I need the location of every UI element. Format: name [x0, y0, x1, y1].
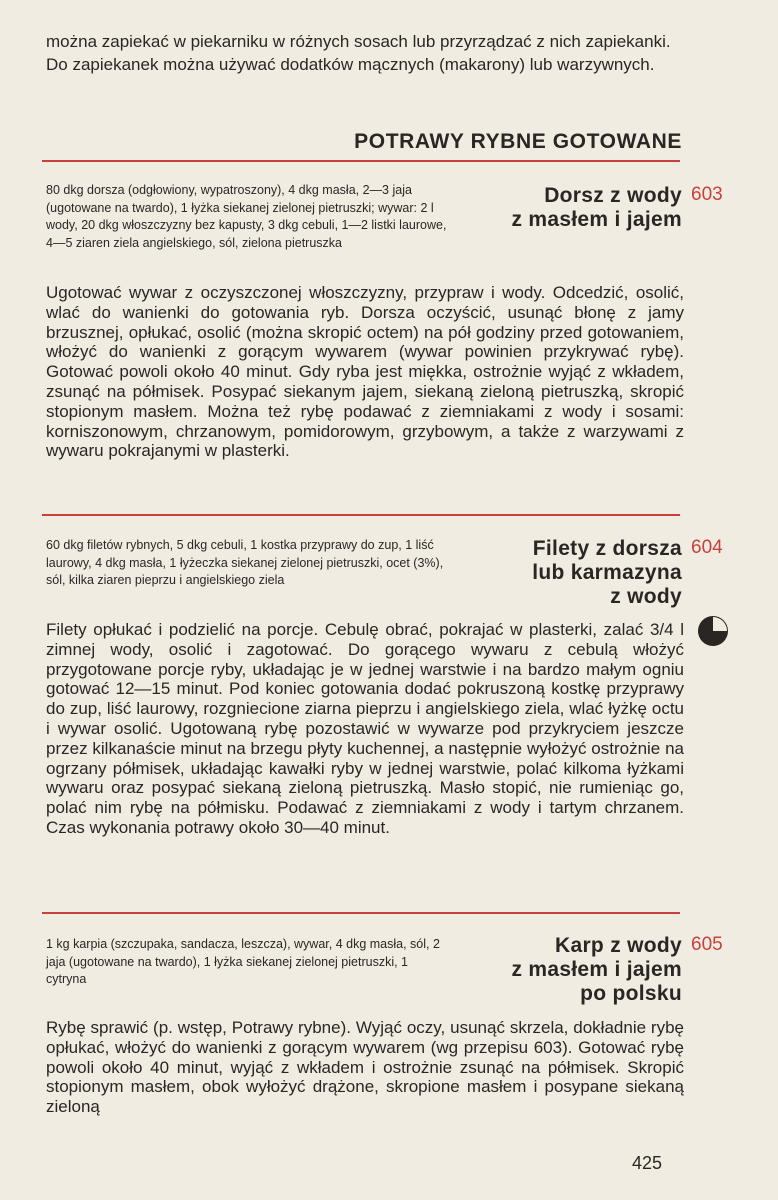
section-divider: [42, 160, 680, 162]
recipe-604-number: 604: [691, 537, 723, 558]
recipe-divider: [42, 514, 680, 516]
recipe-title-line: Dorsz z wody: [544, 184, 682, 207]
page-number: 425: [632, 1153, 663, 1173]
recipe-title-line: z masłem i jajem: [511, 958, 682, 981]
recipe-title-line: z masłem i jajem: [511, 208, 682, 231]
intro-paragraph: można zapiekać w piekarniku w różnych sosach lub przyrządzać z nich zapiekanki. Do zapiekanek można używać dodatków mącznych (makarony) lub warzywnych.: [46, 32, 671, 74]
recipe-605-number: 605: [691, 934, 723, 955]
recipe-605-ingredients: 1 kg karpia (szczupaka, sandacza, leszcza), wywar, 4 dkg masła, sól, 2 jaja (ugotowane na twardo), 1 łyżka siekanej zielonej pietruszki, 1 cytryna: [46, 937, 440, 987]
clock-icon: [696, 614, 730, 648]
recipe-603-title: [511, 184, 682, 232]
recipe-title-line: po polsku: [580, 982, 682, 1005]
recipe-605-instructions: Rybę sprawić (p. wstęp, Potrawy rybne). Wyjąć oczy, usunąć skrzela, dokładnie rybę opłukać, włożyć do wanienki z gorącym wywarem (wg przepisu 603). Gotować rybę powoli około 40 minut, wyjąć z wkładem i ostrożnie zsunąć na półmisek. Skropić stopionym masłem, obok wyłożyć drążone, skropione masłem i posypane siekaną zieloną: [46, 1018, 684, 1117]
recipe-divider: [42, 912, 680, 914]
recipe-title-line: Filety z dorsza: [532, 537, 682, 560]
recipe-title-line: Karp z wody: [555, 934, 682, 957]
section-title: POTRAWY RYBNE GOTOWANE: [354, 130, 682, 153]
recipe-604-ingredients: 60 dkg filetów rybnych, 5 dkg cebuli, 1 kostka przyprawy do zup, 1 liść laurowy, 4 dkg masła, 1 łyżeczka siekanej zielonej pietruszki, ocet (3%), sól, kilka ziaren pieprzu i angielskiego ziela: [46, 538, 444, 588]
recipe-title-line: z wody: [610, 585, 682, 608]
recipe-604-title: [532, 537, 682, 609]
recipe-603-ingredients: 80 dkg dorsza (odgłowiony, wypatroszony), 4 dkg masła, 2—3 jaja (ugotowane na twardo), 1 łyżka siekanej zielonej pietruszki; wywar: 2 l wody, 20 dkg włoszczyzny bez kapusty, 3 dkg cebuli, 1—2 listki laurowe, 4—5 ziaren ziela angielskiego, sól, zielona pietruszka: [46, 183, 447, 250]
recipe-605-title: [511, 934, 682, 1006]
recipe-603-number: 603: [691, 184, 723, 205]
recipe-title-line: lub karmazyna: [532, 561, 682, 584]
recipe-603-instructions: Ugotować wywar z oczyszczonej włoszczyzny, przypraw i wody. Odcedzić, osolić, wlać do wanienki do gotowania ryb. Dorsza oczyścić, usunąć błonę z jamy brzusznej, opłukać, osolić (można skropić octem) na pół godziny przed gotowaniem, włożyć do wanienki z gorącym wywarem (wywar powinien przykrywać rybę). Gotować powoli około 40 minut. Gdy ryba jest miękka, ostrożnie wyjąć z wkładem, zsunąć na półmisek. Posypać siekanym jajem, siekaną zieloną pietruszką, skropić stopionym masłem. Można też rybę podawać z ziemniakami z wody i sosami: korniszonowym, chrzanowym, pomidorowym, grzybowym, a także z warzywami z wywaru pokrajanymi w plasterki.: [46, 283, 684, 461]
recipe-604-instructions: Filety opłukać i podzielić na porcje. Cebulę obrać, pokrajać w plasterki, zalać 3/4 l zimnej wody, osolić i zagotować. Do gorącego wywaru z cebulą włożyć przygotowane porcje ryby, układając je w jednej warstwie i na bardzo małym ogniu gotować 12—15 minut. Pod koniec gotowania dodać pokruszoną kostkę przyprawy do zup, liść laurowy, rozgniecione ziarna pieprzu i angielskiego ziela, wlać łyżkę octu i wywar osolić. Ugotowaną rybę pozostawić w wywarze pod przykryciem jeszcze przez kilkanaście minut na brzegu płyty kuchennej, a następnie wyłożyć ostrożnie na ogrzany półmisek, układając kawałki ryby w jednej warstwie, polać kilkoma łyżkami wywaru oraz posypać siekaną zieloną pietruszką. Masło stopić, nie rumieniąc go, polać nim rybę na półmisku. Podawać z ziemniakami z wody i tartym chrzanem. Czas wykonania potrawy około 30—40 minut.: [46, 620, 684, 837]
